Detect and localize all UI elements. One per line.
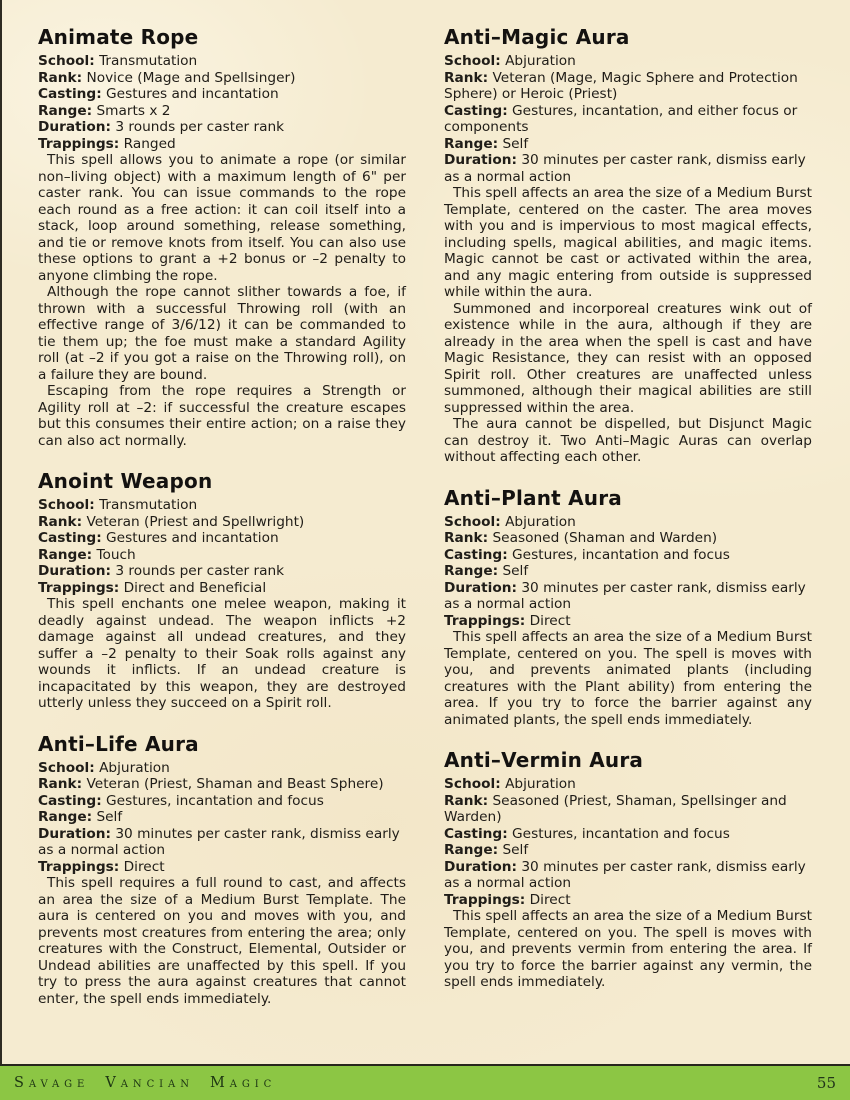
spell-meta-line: [38, 760, 406, 777]
spell-paragraph: Escaping from the rope requires a Strength or Agility roll at –2: if successful the creature escapes but this consumes their entire action; on a raise they can also act normally.: [38, 383, 406, 449]
meta-value: Transmutation: [99, 53, 198, 69]
meta-value: Direct: [123, 858, 165, 875]
meta-label: Trappings:: [38, 579, 120, 596]
meta-value: Touch: [96, 546, 136, 563]
meta-label: Casting:: [444, 102, 508, 119]
meta-label: Range:: [444, 135, 499, 152]
spell-meta-line: [444, 70, 812, 103]
meta-label: Duration:: [38, 825, 111, 842]
meta-value: 30 minutes per caster rank, dismiss early as a normal action: [444, 152, 806, 185]
meta-value: Smarts x 2: [96, 102, 171, 119]
meta-value: Abjuration: [505, 513, 576, 530]
meta-value: 30 minutes per caster rank, dismiss early as a normal action: [444, 858, 806, 891]
meta-label: Duration:: [38, 563, 111, 579]
meta-label: Rank:: [444, 530, 489, 546]
spell-meta-line: [38, 809, 406, 826]
spell-meta-line: [38, 776, 406, 793]
meta-value: Transmutation: [99, 497, 198, 513]
meta-label: Casting:: [444, 825, 508, 842]
spell-meta-line: [444, 580, 812, 613]
meta-value: Seasoned (Shaman and Warden): [492, 530, 718, 546]
footer-bar: [0, 1064, 850, 1100]
spell-meta-line: [444, 103, 812, 136]
spell-meta-line: [38, 530, 406, 547]
spell-block: [38, 25, 406, 449]
meta-value: Seasoned (Priest, Shaman, Spellsinger and Warden): [444, 792, 787, 825]
meta-label: Trappings:: [38, 858, 120, 875]
meta-value: Ranged: [123, 135, 176, 152]
meta-value: Abjuration: [505, 53, 576, 69]
spell-meta-line: [38, 793, 406, 810]
meta-label: School:: [444, 53, 501, 69]
meta-label: Duration:: [444, 152, 517, 168]
meta-label: Rank:: [38, 776, 83, 792]
meta-label: School:: [444, 776, 501, 792]
meta-value: Self: [96, 809, 123, 825]
spell-meta-line: [444, 776, 812, 793]
meta-value: Gestures, incantation and focus: [512, 825, 730, 842]
spell-meta-line: [38, 859, 406, 876]
spell-meta-line: [444, 859, 812, 892]
spell-block: [38, 469, 406, 712]
meta-label: Rank:: [444, 792, 489, 809]
meta-label: Rank:: [444, 69, 489, 86]
meta-label: Duration:: [38, 119, 111, 135]
spell-title: Anti–Vermin Aura: [444, 748, 644, 772]
spell-meta-line: [38, 86, 406, 103]
spell-meta-line: [444, 892, 812, 909]
meta-label: Rank:: [38, 513, 83, 530]
meta-value: Gestures, incantation and focus: [106, 792, 324, 809]
spell-meta-line: [444, 152, 812, 185]
spell-paragraph: This spell allows you to animate a rope (or similar non–living object) with a maximum length of 6" per caster rank. You can issue commands to the rope each round as a free action: it can coil itself into a stack, loop around something, release something, and tie or remove knots from itself. You can also use these options to grant a +2 bonus or –2 penalty to anyone climbing the rope.: [38, 152, 406, 284]
spell-meta-line: [444, 793, 812, 826]
spell-block: [444, 486, 812, 729]
meta-label: School:: [38, 497, 95, 513]
meta-label: Range:: [38, 546, 93, 563]
spell-title: Anti–Life Aura: [38, 731, 199, 756]
page-number: 55: [816, 1074, 836, 1092]
spell-title: Anti–Magic Aura: [444, 25, 630, 49]
spell-paragraph: This spell affects an area the size of a Medium Burst Template, centered on you. The spell is moves with you, and prevents animated plants (including creatures with the Plant ability) from entering the area. If you try to force the barrier against any animated plants, the spell ends immediately.: [444, 629, 812, 728]
spell-meta-line: [444, 514, 812, 531]
spell-title: Anti–Plant Aura: [444, 485, 622, 510]
meta-label: Trappings:: [444, 612, 526, 629]
spell-block: [444, 25, 812, 466]
meta-value: Self: [502, 135, 529, 152]
meta-label: Range:: [38, 102, 93, 119]
meta-value: 3 rounds per caster rank: [115, 563, 285, 579]
meta-value: Abjuration: [99, 759, 170, 776]
meta-value: 3 rounds per caster rank: [115, 119, 285, 135]
spell-meta-line: [38, 136, 406, 153]
meta-value: 30 minutes per caster rank, dismiss early as a normal action: [38, 825, 400, 858]
meta-label: Casting:: [38, 86, 102, 102]
spell-paragraph: The aura cannot be dispelled, but Disjunct Magic can destroy it. Two Anti–Magic Auras can overlap without affecting each other.: [444, 416, 812, 465]
meta-label: Rank:: [38, 69, 83, 86]
meta-label: Casting:: [38, 530, 102, 546]
spell-block: [444, 748, 812, 991]
spell-meta-line: [38, 514, 406, 531]
spell-paragraph: This spell affects an area the size of a Medium Burst Template, centered on the caster. The area moves with you and is impervious to most magical effects, including spells, magical abilities, and magic items. Magic cannot be cast or activated within the area, and any magic entering from outside is suppressed while within the aura.: [444, 185, 812, 300]
column-right: [444, 25, 812, 1027]
meta-label: School:: [38, 759, 95, 776]
meta-value: Direct: [529, 612, 571, 629]
meta-value: Veteran (Priest and Spellwright): [86, 513, 305, 530]
meta-label: Range:: [38, 809, 93, 825]
spell-meta-line: [444, 613, 812, 630]
meta-label: Casting:: [38, 792, 102, 809]
spell-meta-line: [38, 497, 406, 514]
spell-meta-line: [38, 103, 406, 120]
spell-paragraph: Summoned and incorporeal creatures wink out of existence while in the aura, although if they are already in the area when the spell is cast and have Magic Resistance, they can resist with an opposed Spirit roll. Other creatures are unaffected unless summoned, although their magical abilities are still suppressed within the area.: [444, 300, 812, 416]
meta-label: Range:: [444, 563, 499, 579]
meta-label: Duration:: [444, 858, 517, 875]
meta-value: Veteran (Mage, Magic Sphere and Protection Sphere) or Heroic (Priest): [444, 69, 798, 102]
meta-value: Direct: [529, 891, 571, 908]
spell-paragraph: This spell enchants one melee weapon, making it deadly against undead. The weapon inflicts +2 damage against all undead creatures, and they suffer a –2 penalty to their Soak rolls against any wounds it inflicts. If an undead creature is incapacitated by this weapon, they are destroyed utterly unless they succeed on a Spirit roll.: [38, 596, 406, 711]
meta-value: Gestures and incantation: [106, 530, 279, 546]
spell-paragraph: This spell requires a full round to cast, and affects an area the size of a Medium Burst Template. The aura is centered on you and moves with you, and prevents most creatures from entering the area; only creatures with the Construct, Elemental, Outsider or Undead abilities are unaffected by this spell. If you try to press the aura against creatures that cannot enter, the spell ends immediately.: [38, 875, 406, 1007]
spell-paragraph: Although the rope cannot slither towards a foe, if thrown with a successful Throwing roll (with an effective range of 3/6/12) it can be commanded to tie them up; the foe must make a standard Agility roll (at –2 if you got a raise on the Throwing roll), on a failure they are bound.: [38, 284, 406, 383]
spell-meta-line: [444, 530, 812, 547]
spell-meta-line: [38, 547, 406, 564]
spell-meta-line: [38, 70, 406, 87]
meta-label: School:: [38, 53, 95, 69]
spell-meta-line: [38, 53, 406, 70]
meta-label: Trappings:: [444, 891, 526, 908]
meta-label: School:: [444, 513, 501, 530]
meta-value: Direct and Beneficial: [123, 579, 267, 596]
spell-meta-line: [444, 563, 812, 580]
spell-title: Anoint Weapon: [38, 469, 213, 493]
spell-meta-line: [38, 580, 406, 597]
meta-value: Gestures, incantation, and either focus or components: [444, 102, 798, 135]
column-left: [38, 25, 406, 1027]
spell-meta-line: [444, 547, 812, 564]
meta-value: Self: [502, 563, 529, 579]
meta-value: Self: [502, 842, 529, 858]
spell-paragraph: This spell affects an area the size of a Medium Burst Template, centered on you. The spell is moves with you, and prevents vermin from entering the area. If you try to force the barrier against any vermin, the spell ends immediately.: [444, 908, 812, 990]
meta-label: Casting:: [444, 546, 508, 563]
meta-value: Veteran (Priest, Shaman and Beast Sphere): [86, 776, 384, 792]
meta-label: Duration:: [444, 579, 517, 596]
spell-meta-line: [38, 119, 406, 136]
meta-label: Range:: [444, 842, 499, 858]
meta-value: Gestures and incantation: [106, 86, 279, 102]
meta-value: Gestures, incantation and focus: [512, 546, 730, 563]
spell-meta-line: [444, 53, 812, 70]
spell-meta-line: [38, 563, 406, 580]
spell-meta-line: [444, 136, 812, 153]
spell-block: [38, 732, 406, 1008]
meta-value: 30 minutes per caster rank, dismiss early as a normal action: [444, 579, 806, 612]
meta-value: Abjuration: [505, 776, 576, 792]
spell-meta-line: [444, 842, 812, 859]
content-columns: [2, 0, 850, 1027]
spell-meta-line: [444, 826, 812, 843]
meta-value: Novice (Mage and Spellsinger): [86, 69, 296, 86]
spell-title: Animate Rope: [38, 25, 199, 49]
meta-label: Trappings:: [38, 135, 120, 152]
footer-title: Savage Vancian Magic: [14, 1075, 277, 1091]
spell-meta-line: [38, 826, 406, 859]
